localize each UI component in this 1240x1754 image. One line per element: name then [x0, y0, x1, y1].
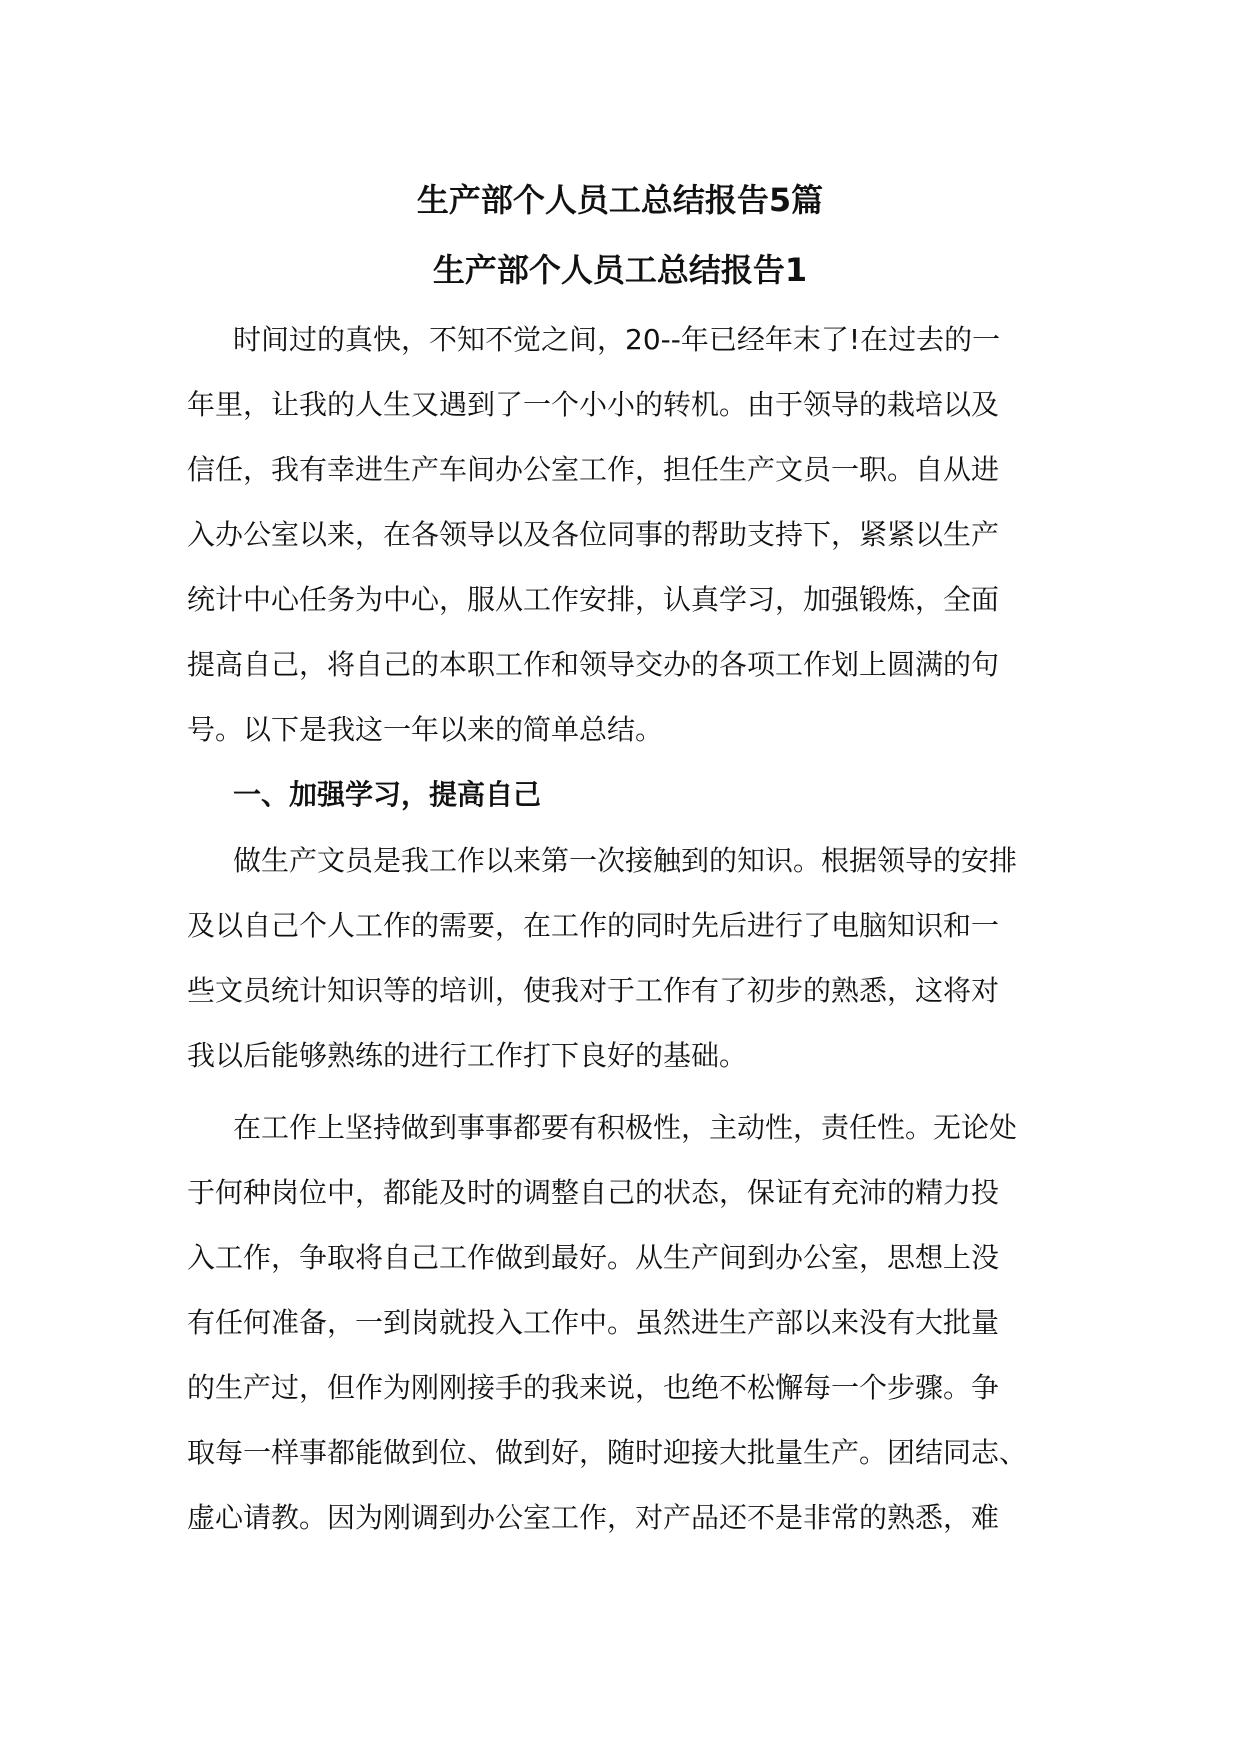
document-subtitle: 生产部个人员工总结报告1: [432, 251, 808, 289]
paragraph-line: 信任，我有幸进生产车间办公室工作，担任生产文员一职。自从进: [187, 453, 1000, 486]
paragraph-2: [187, 828, 1057, 1088]
section-heading-text: 一、加强学习，提高自己: [233, 778, 542, 811]
paragraph-line: 入工作，争取将自己工作做到最好。从生产间到办公室，思想上没: [187, 1241, 1000, 1274]
paragraph-line: 我以后能够熟练的进行工作打下良好的基础。: [187, 1039, 748, 1072]
paragraph-line: 在工作上坚持做到事事都要有积极性，主动性，责任性。无论处: [233, 1111, 1018, 1144]
paragraph-3: [187, 1095, 1057, 1550]
paragraph-line: 有任何准备，一到岗就投入工作中。虽然进生产部以来没有大批量: [187, 1306, 1000, 1339]
paragraph-line: 统计中心任务为中心，服从工作安排，认真学习，加强锻炼，全面: [187, 583, 1000, 616]
document-title: 生产部个人员工总结报告5篇: [416, 181, 824, 219]
section-1-heading: [187, 762, 1057, 827]
paragraph-line: 做生产文员是我工作以来第一次接触到的知识。根据领导的安排: [233, 844, 1018, 877]
paragraph-line: 取每一样事都能做到位、做到好，随时迎接大批量生产。团结同志、: [187, 1436, 1028, 1469]
paragraph-1: [187, 307, 1057, 762]
paragraph-line: 号。以下是我这一年以来的简单总结。: [187, 713, 664, 746]
paragraph-line: 的生产过，但作为刚刚接手的我来说，也绝不松懈每一个步骤。争: [187, 1371, 1000, 1404]
paragraph-line: 年里，让我的人生又遇到了一个小小的转机。由于领导的栽培以及: [187, 388, 1000, 421]
paragraph-line: 提高自己，将自己的本职工作和领导交办的各项工作划上圆满的句: [187, 648, 1000, 681]
paragraph-line: 时间过的真快，不知不觉之间，20--年已经年末了!在过去的一: [233, 323, 1001, 356]
paragraph-line: 及以自己个人工作的需要，在工作的同时先后进行了电脑知识和一: [187, 909, 1000, 942]
paragraph-line: 虚心请教。因为刚调到办公室工作，对产品还不是非常的熟悉，难: [187, 1501, 1000, 1534]
paragraph-line: 些文员统计知识等的培训，使我对于工作有了初步的熟悉，这将对: [187, 974, 1000, 1007]
paragraph-line: 于何种岗位中，都能及时的调整自己的状态，保证有充沛的精力投: [187, 1176, 1000, 1209]
paragraph-line: 入办公室以来，在各领导以及各位同事的帮助支持下，紧紧以生产: [187, 518, 1000, 551]
